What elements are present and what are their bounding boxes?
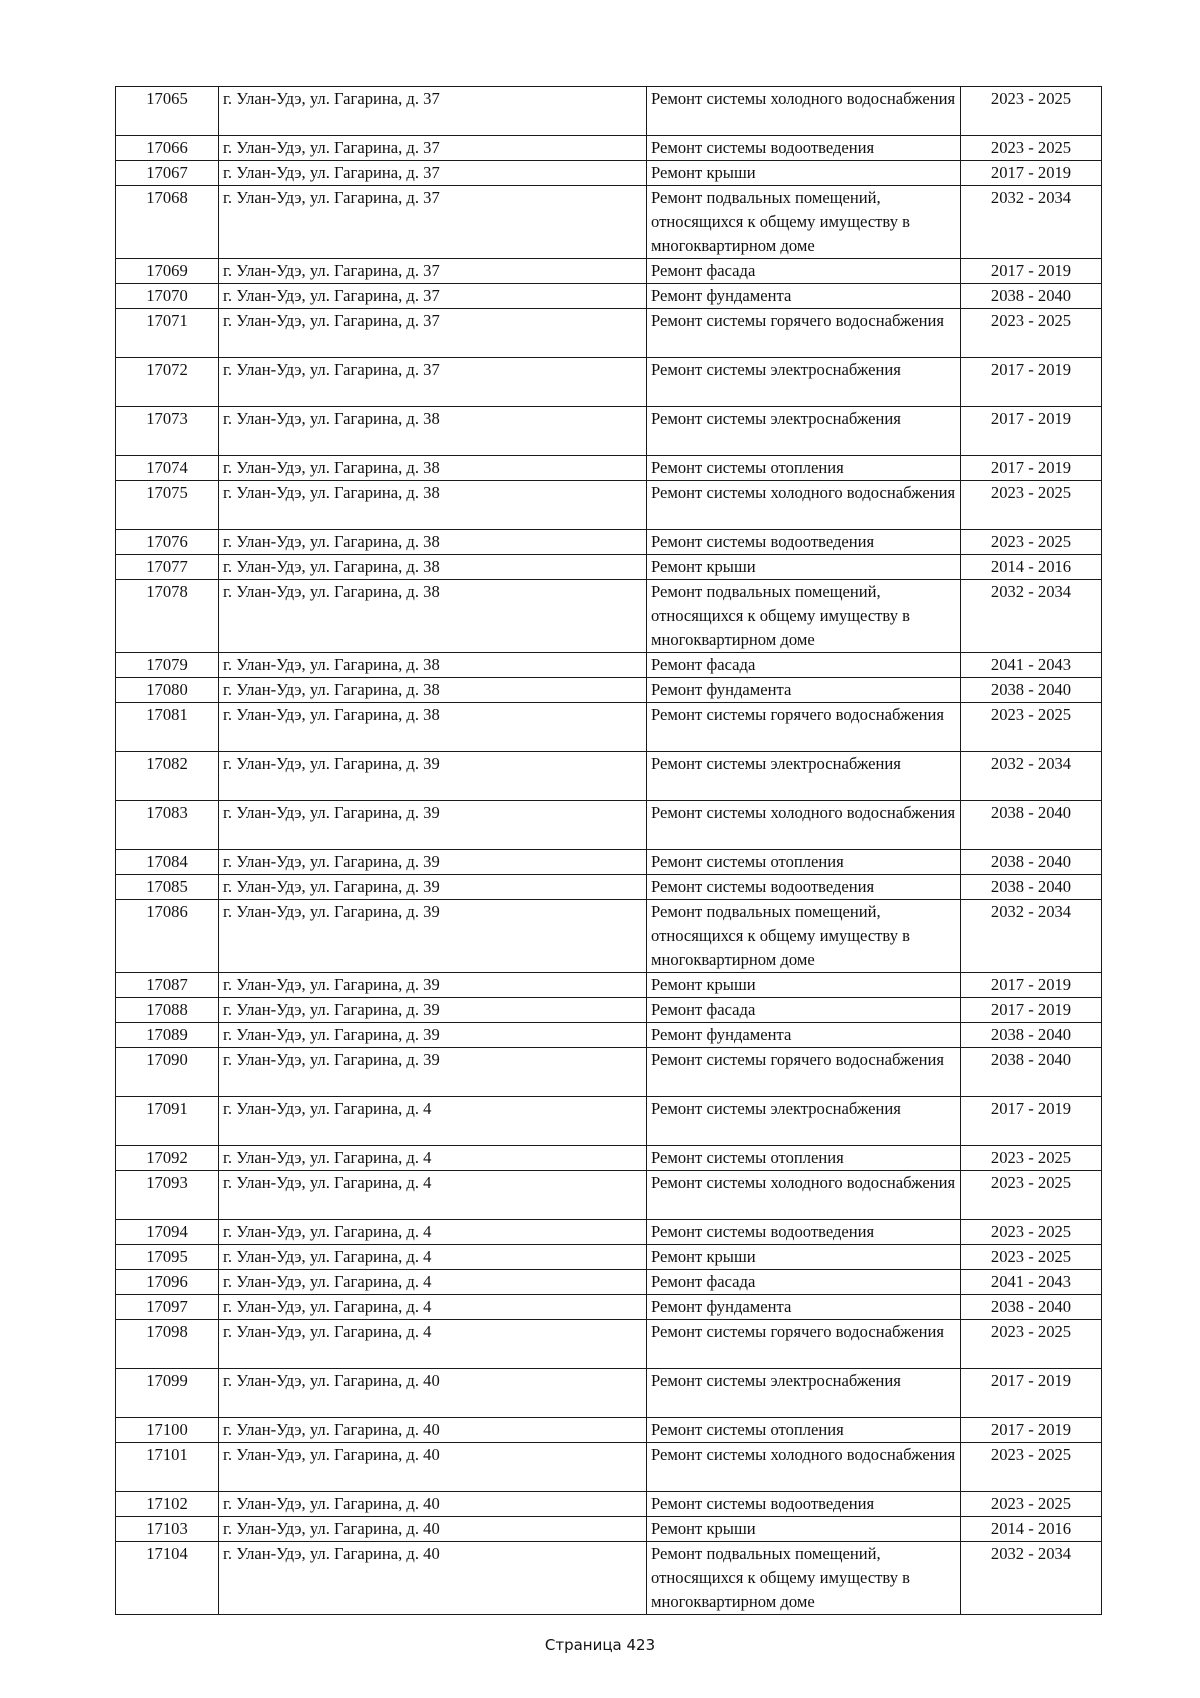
work-type-cell: Ремонт системы электроснабжения — [647, 407, 961, 456]
address-cell: г. Улан-Удэ, ул. Гагарина, д. 39 — [219, 752, 647, 801]
table-row — [116, 678, 1102, 703]
period-cell: 2041 - 2043 — [961, 1270, 1102, 1295]
period-cell: 2017 - 2019 — [961, 1418, 1102, 1443]
record-number-cell: 17087 — [116, 973, 219, 998]
address-cell: г. Улан-Удэ, ул. Гагарина, д. 39 — [219, 875, 647, 900]
table-row — [116, 703, 1102, 752]
work-type-cell: Ремонт фундамента — [647, 678, 961, 703]
address-cell: г. Улан-Удэ, ул. Гагарина, д. 39 — [219, 973, 647, 998]
table-row — [116, 1492, 1102, 1517]
table-row — [116, 481, 1102, 530]
record-number-cell: 17092 — [116, 1146, 219, 1171]
period-cell: 2023 - 2025 — [961, 703, 1102, 752]
record-number-cell: 17076 — [116, 530, 219, 555]
period-cell: 2017 - 2019 — [961, 1097, 1102, 1146]
work-type-cell: Ремонт фасада — [647, 653, 961, 678]
period-cell: 2038 - 2040 — [961, 1295, 1102, 1320]
work-type-cell: Ремонт системы холодного водоснабжения — [647, 1443, 961, 1492]
address-cell: г. Улан-Удэ, ул. Гагарина, д. 4 — [219, 1146, 647, 1171]
record-number-cell: 17091 — [116, 1097, 219, 1146]
table-row — [116, 900, 1102, 973]
period-cell: 2023 - 2025 — [961, 136, 1102, 161]
record-number-cell: 17101 — [116, 1443, 219, 1492]
address-cell: г. Улан-Удэ, ул. Гагарина, д. 4 — [219, 1245, 647, 1270]
period-cell: 2032 - 2034 — [961, 1542, 1102, 1615]
table-body — [116, 87, 1102, 1615]
table-row — [116, 530, 1102, 555]
period-cell: 2017 - 2019 — [961, 973, 1102, 998]
address-cell: г. Улан-Удэ, ул. Гагарина, д. 39 — [219, 801, 647, 850]
work-type-cell: Ремонт системы водоотведения — [647, 136, 961, 161]
address-cell: г. Улан-Удэ, ул. Гагарина, д. 40 — [219, 1517, 647, 1542]
address-cell: г. Улан-Удэ, ул. Гагарина, д. 40 — [219, 1443, 647, 1492]
table-row — [116, 1295, 1102, 1320]
period-cell: 2023 - 2025 — [961, 481, 1102, 530]
record-number-cell: 17073 — [116, 407, 219, 456]
table-row — [116, 284, 1102, 309]
table-row — [116, 161, 1102, 186]
address-cell: г. Улан-Удэ, ул. Гагарина, д. 4 — [219, 1097, 647, 1146]
record-number-cell: 17095 — [116, 1245, 219, 1270]
work-type-cell: Ремонт крыши — [647, 1517, 961, 1542]
work-type-cell: Ремонт фасада — [647, 259, 961, 284]
table-row — [116, 186, 1102, 259]
work-type-cell: Ремонт крыши — [647, 555, 961, 580]
table-row — [116, 998, 1102, 1023]
table-row — [116, 1418, 1102, 1443]
work-type-cell: Ремонт системы горячего водоснабжения — [647, 1320, 961, 1369]
record-number-cell: 17100 — [116, 1418, 219, 1443]
period-cell: 2032 - 2034 — [961, 580, 1102, 653]
work-type-cell: Ремонт системы холодного водоснабжения — [647, 87, 961, 136]
work-type-cell: Ремонт системы водоотведения — [647, 1492, 961, 1517]
record-number-cell: 17066 — [116, 136, 219, 161]
work-type-cell: Ремонт крыши — [647, 161, 961, 186]
page-number: Страница 423 — [544, 1636, 656, 1654]
period-cell: 2038 - 2040 — [961, 850, 1102, 875]
address-cell: г. Улан-Удэ, ул. Гагарина, д. 38 — [219, 481, 647, 530]
table-row — [116, 407, 1102, 456]
address-cell: г. Улан-Удэ, ул. Гагарина, д. 37 — [219, 136, 647, 161]
work-type-cell: Ремонт системы электроснабжения — [647, 1369, 961, 1418]
record-number-cell: 17103 — [116, 1517, 219, 1542]
record-number-cell: 17071 — [116, 309, 219, 358]
work-type-cell: Ремонт системы горячего водоснабжения — [647, 703, 961, 752]
address-cell: г. Улан-Удэ, ул. Гагарина, д. 38 — [219, 653, 647, 678]
period-cell: 2023 - 2025 — [961, 309, 1102, 358]
record-number-cell: 17094 — [116, 1220, 219, 1245]
address-cell: г. Улан-Удэ, ул. Гагарина, д. 40 — [219, 1369, 647, 1418]
record-number-cell: 17069 — [116, 259, 219, 284]
record-number-cell: 17102 — [116, 1492, 219, 1517]
work-type-cell: Ремонт подвальных помещений, относящихся к общему имуществу в многоквартирном доме — [647, 580, 961, 653]
table-row — [116, 1443, 1102, 1492]
period-cell: 2038 - 2040 — [961, 1023, 1102, 1048]
period-cell: 2038 - 2040 — [961, 678, 1102, 703]
address-cell: г. Улан-Удэ, ул. Гагарина, д. 4 — [219, 1171, 647, 1220]
period-cell: 2032 - 2034 — [961, 900, 1102, 973]
period-cell: 2023 - 2025 — [961, 1220, 1102, 1245]
record-number-cell: 17082 — [116, 752, 219, 801]
period-cell: 2017 - 2019 — [961, 161, 1102, 186]
address-cell: г. Улан-Удэ, ул. Гагарина, д. 37 — [219, 259, 647, 284]
work-type-cell: Ремонт фундамента — [647, 1295, 961, 1320]
period-cell: 2014 - 2016 — [961, 1517, 1102, 1542]
work-type-cell: Ремонт фасада — [647, 1270, 961, 1295]
record-number-cell: 17089 — [116, 1023, 219, 1048]
period-cell: 2032 - 2034 — [961, 752, 1102, 801]
record-number-cell: 17065 — [116, 87, 219, 136]
period-cell: 2017 - 2019 — [961, 259, 1102, 284]
period-cell: 2023 - 2025 — [961, 1171, 1102, 1220]
work-type-cell: Ремонт системы электроснабжения — [647, 358, 961, 407]
period-cell: 2023 - 2025 — [961, 1443, 1102, 1492]
work-type-cell: Ремонт системы водоотведения — [647, 530, 961, 555]
table-row — [116, 1270, 1102, 1295]
period-cell: 2023 - 2025 — [961, 1146, 1102, 1171]
record-number-cell: 17084 — [116, 850, 219, 875]
work-type-cell: Ремонт системы холодного водоснабжения — [647, 1171, 961, 1220]
table-row — [116, 1146, 1102, 1171]
address-cell: г. Улан-Удэ, ул. Гагарина, д. 37 — [219, 309, 647, 358]
address-cell: г. Улан-Удэ, ул. Гагарина, д. 39 — [219, 900, 647, 973]
table-row — [116, 259, 1102, 284]
work-type-cell: Ремонт системы отопления — [647, 1418, 961, 1443]
table-row — [116, 1171, 1102, 1220]
table-row — [116, 1320, 1102, 1369]
address-cell: г. Улан-Удэ, ул. Гагарина, д. 38 — [219, 580, 647, 653]
table-row — [116, 1220, 1102, 1245]
period-cell: 2017 - 2019 — [961, 998, 1102, 1023]
record-number-cell: 17099 — [116, 1369, 219, 1418]
period-cell: 2038 - 2040 — [961, 875, 1102, 900]
address-cell: г. Улан-Удэ, ул. Гагарина, д. 38 — [219, 530, 647, 555]
period-cell: 2032 - 2034 — [961, 186, 1102, 259]
work-type-cell: Ремонт крыши — [647, 1245, 961, 1270]
table-row — [116, 1048, 1102, 1097]
table-row — [116, 850, 1102, 875]
work-type-cell: Ремонт системы холодного водоснабжения — [647, 801, 961, 850]
period-cell: 2038 - 2040 — [961, 284, 1102, 309]
work-type-cell: Ремонт фундамента — [647, 1023, 961, 1048]
address-cell: г. Улан-Удэ, ул. Гагарина, д. 40 — [219, 1492, 647, 1517]
address-cell: г. Улан-Удэ, ул. Гагарина, д. 39 — [219, 850, 647, 875]
table-row — [116, 456, 1102, 481]
address-cell: г. Улан-Удэ, ул. Гагарина, д. 4 — [219, 1320, 647, 1369]
record-number-cell: 17097 — [116, 1295, 219, 1320]
table-row — [116, 653, 1102, 678]
period-cell: 2017 - 2019 — [961, 358, 1102, 407]
address-cell: г. Улан-Удэ, ул. Гагарина, д. 40 — [219, 1542, 647, 1615]
period-cell: 2017 - 2019 — [961, 456, 1102, 481]
record-number-cell: 17086 — [116, 900, 219, 973]
period-cell: 2023 - 2025 — [961, 1492, 1102, 1517]
work-type-cell: Ремонт системы отопления — [647, 850, 961, 875]
table-row — [116, 136, 1102, 161]
table-row — [116, 309, 1102, 358]
address-cell: г. Улан-Удэ, ул. Гагарина, д. 37 — [219, 161, 647, 186]
table-row — [116, 1097, 1102, 1146]
record-number-cell: 17077 — [116, 555, 219, 580]
record-number-cell: 17072 — [116, 358, 219, 407]
address-cell: г. Улан-Удэ, ул. Гагарина, д. 37 — [219, 284, 647, 309]
record-number-cell: 17078 — [116, 580, 219, 653]
record-number-cell: 17104 — [116, 1542, 219, 1615]
table-row — [116, 555, 1102, 580]
address-cell: г. Улан-Удэ, ул. Гагарина, д. 38 — [219, 456, 647, 481]
work-type-cell: Ремонт системы горячего водоснабжения — [647, 1048, 961, 1097]
address-cell: г. Улан-Удэ, ул. Гагарина, д. 4 — [219, 1270, 647, 1295]
table-row — [116, 1369, 1102, 1418]
record-number-cell: 17085 — [116, 875, 219, 900]
period-cell: 2017 - 2019 — [961, 1369, 1102, 1418]
period-cell: 2023 - 2025 — [961, 1320, 1102, 1369]
record-number-cell: 17081 — [116, 703, 219, 752]
address-cell: г. Улан-Удэ, ул. Гагарина, д. 37 — [219, 358, 647, 407]
period-cell: 2041 - 2043 — [961, 653, 1102, 678]
table-row — [116, 87, 1102, 136]
period-cell: 2023 - 2025 — [961, 1245, 1102, 1270]
period-cell: 2038 - 2040 — [961, 801, 1102, 850]
repair-schedule-table — [115, 86, 1102, 1615]
address-cell: г. Улан-Удэ, ул. Гагарина, д. 39 — [219, 1023, 647, 1048]
table-row — [116, 1517, 1102, 1542]
address-cell: г. Улан-Удэ, ул. Гагарина, д. 4 — [219, 1220, 647, 1245]
work-type-cell: Ремонт подвальных помещений, относящихся к общему имуществу в многоквартирном доме — [647, 900, 961, 973]
table-row — [116, 973, 1102, 998]
record-number-cell: 17096 — [116, 1270, 219, 1295]
work-type-cell: Ремонт системы электроснабжения — [647, 752, 961, 801]
work-type-cell: Ремонт системы отопления — [647, 1146, 961, 1171]
record-number-cell: 17090 — [116, 1048, 219, 1097]
record-number-cell: 17088 — [116, 998, 219, 1023]
record-number-cell: 17079 — [116, 653, 219, 678]
address-cell: г. Улан-Удэ, ул. Гагарина, д. 39 — [219, 1048, 647, 1097]
work-type-cell: Ремонт фундамента — [647, 284, 961, 309]
work-type-cell: Ремонт подвальных помещений, относящихся к общему имуществу в многоквартирном доме — [647, 186, 961, 259]
record-number-cell: 17098 — [116, 1320, 219, 1369]
address-cell: г. Улан-Удэ, ул. Гагарина, д. 38 — [219, 407, 647, 456]
record-number-cell: 17083 — [116, 801, 219, 850]
table-row — [116, 1542, 1102, 1615]
record-number-cell: 17074 — [116, 456, 219, 481]
address-cell: г. Улан-Удэ, ул. Гагарина, д. 37 — [219, 186, 647, 259]
table-row — [116, 801, 1102, 850]
work-type-cell: Ремонт подвальных помещений, относящихся к общему имуществу в многоквартирном доме — [647, 1542, 961, 1615]
work-type-cell: Ремонт системы горячего водоснабжения — [647, 309, 961, 358]
address-cell: г. Улан-Удэ, ул. Гагарина, д. 38 — [219, 703, 647, 752]
address-cell: г. Улан-Удэ, ул. Гагарина, д. 38 — [219, 555, 647, 580]
work-type-cell: Ремонт системы водоотведения — [647, 1220, 961, 1245]
table-row — [116, 580, 1102, 653]
period-cell: 2017 - 2019 — [961, 407, 1102, 456]
address-cell: г. Улан-Удэ, ул. Гагарина, д. 38 — [219, 678, 647, 703]
period-cell: 2023 - 2025 — [961, 530, 1102, 555]
work-type-cell: Ремонт крыши — [647, 973, 961, 998]
address-cell: г. Улан-Удэ, ул. Гагарина, д. 39 — [219, 998, 647, 1023]
record-number-cell: 17093 — [116, 1171, 219, 1220]
record-number-cell: 17075 — [116, 481, 219, 530]
period-cell: 2023 - 2025 — [961, 87, 1102, 136]
period-cell: 2038 - 2040 — [961, 1048, 1102, 1097]
table-row — [116, 1245, 1102, 1270]
address-cell: г. Улан-Удэ, ул. Гагарина, д. 37 — [219, 87, 647, 136]
address-cell: г. Улан-Удэ, ул. Гагарина, д. 40 — [219, 1418, 647, 1443]
address-cell: г. Улан-Удэ, ул. Гагарина, д. 4 — [219, 1295, 647, 1320]
table-row — [116, 358, 1102, 407]
work-type-cell: Ремонт системы отопления — [647, 456, 961, 481]
record-number-cell: 17080 — [116, 678, 219, 703]
record-number-cell: 17070 — [116, 284, 219, 309]
table-row — [116, 1023, 1102, 1048]
work-type-cell: Ремонт фасада — [647, 998, 961, 1023]
work-type-cell: Ремонт системы водоотведения — [647, 875, 961, 900]
record-number-cell: 17067 — [116, 161, 219, 186]
table-row — [116, 752, 1102, 801]
record-number-cell: 17068 — [116, 186, 219, 259]
table-row — [116, 875, 1102, 900]
work-type-cell: Ремонт системы электроснабжения — [647, 1097, 961, 1146]
period-cell: 2014 - 2016 — [961, 555, 1102, 580]
work-type-cell: Ремонт системы холодного водоснабжения — [647, 481, 961, 530]
